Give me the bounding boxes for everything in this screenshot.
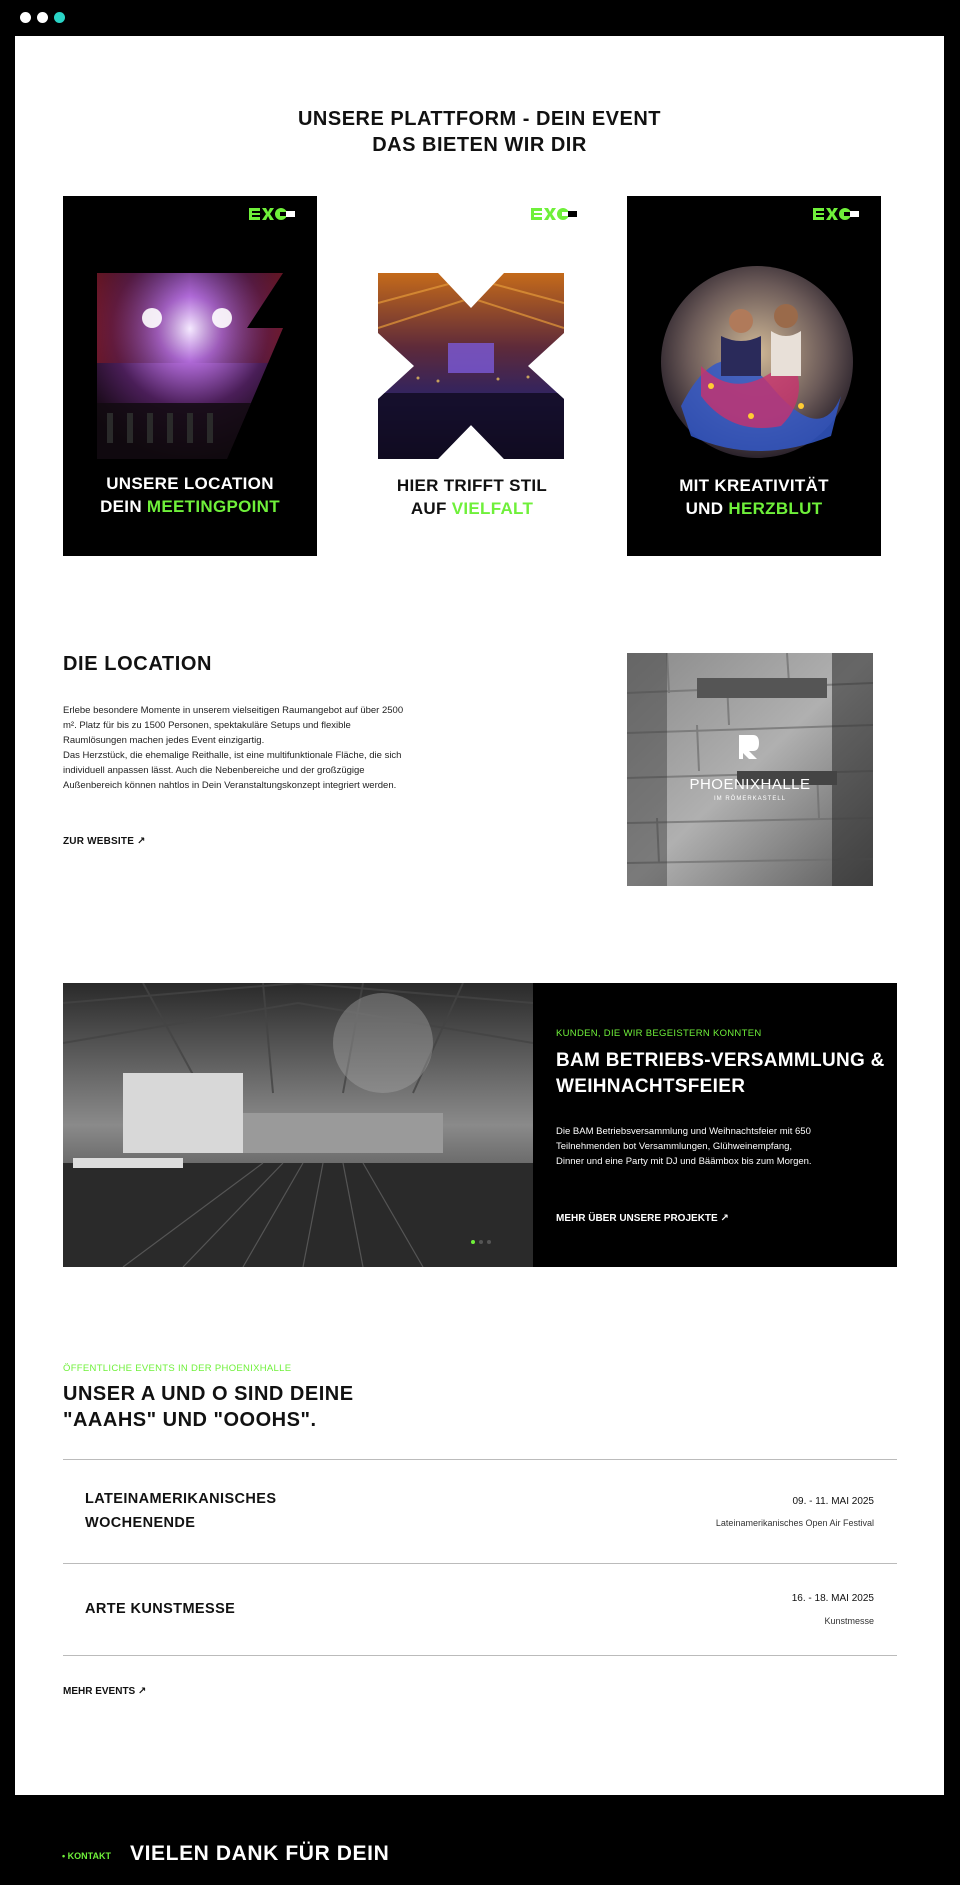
feature-card-style[interactable] bbox=[345, 196, 599, 556]
sign-name: PHOENIXHALLE bbox=[689, 776, 811, 793]
event-name: LATEINAMERIKANISCHES WOCHENENDE bbox=[85, 1491, 277, 1531]
feature-card-location-title: UNSERE LOCATION DEIN MEETINGPOINT bbox=[100, 474, 280, 516]
case-study-banner bbox=[63, 983, 897, 1267]
event-hall-photo bbox=[63, 983, 533, 1267]
carousel-dot-2[interactable] bbox=[479, 1240, 483, 1244]
exc-logo-icon bbox=[813, 206, 859, 222]
location-description bbox=[63, 703, 408, 793]
event-date: 09. - 11. MAI 2025 bbox=[792, 1496, 874, 1507]
feature-card-style-title: HIER TRIFFT STIL AUF VIELFALT bbox=[396, 476, 548, 518]
event-name: ARTE KUNSTMESSE bbox=[85, 1601, 236, 1617]
events-title: UNSER A UND O SIND DEINE "AAAHS" UND "OOOHS". bbox=[63, 1383, 354, 1431]
page-content bbox=[15, 36, 944, 1795]
intro-heading-line2: DAS BIETEN WIR DIR bbox=[372, 134, 587, 156]
phoenixhalle-sign-photo bbox=[627, 653, 873, 886]
carousel-dot-1[interactable] bbox=[471, 1240, 475, 1244]
event-date: 16. - 18. MAI 2025 bbox=[791, 1593, 874, 1604]
projects-link[interactable]: MEHR ÜBER UNSERE PROJEKTE ↗ bbox=[556, 1213, 729, 1224]
concert-hall-photo bbox=[378, 273, 564, 459]
case-description: Die BAM Betriebsversammlung und Weihnachtsfeier mit 650 Teilnehmenden bot Versammlungen, Glühweinempfang, Dinner und eine Party mit DJ und Bäämbox bis zum Morgen. bbox=[556, 1126, 812, 1167]
event-category: Kunstmesse bbox=[824, 1616, 874, 1626]
dancers-photo bbox=[661, 266, 853, 458]
window-controls bbox=[20, 12, 65, 23]
events-divider bbox=[63, 1563, 897, 1564]
exc-logo-icon bbox=[531, 206, 577, 222]
location-description-p2: Das Herzstück, die ehemalige Reithalle, ist eine multifunktionale Fläche, die sich individuell anpassen lässt. Auch die Nebenbereiche und der großzügige Außenbereich können nahtlos in Dein Veranstaltungskonzept integriert werden. bbox=[63, 750, 402, 791]
more-events-link[interactable]: MEHR EVENTS ↗ bbox=[63, 1686, 147, 1697]
intro-heading-line1: UNSERE PLATTFORM - DEIN EVENT bbox=[297, 108, 662, 130]
events-divider bbox=[63, 1459, 897, 1460]
case-title: BAM BETRIEBS-VERSAMMLUNG & WEIHNACHTSFEIER bbox=[556, 1050, 885, 1097]
feature-card-location[interactable] bbox=[63, 196, 317, 556]
event-category: Lateinamerikanisches Open Air Festival bbox=[715, 1518, 874, 1528]
window-dot-close[interactable] bbox=[20, 12, 31, 23]
carousel-indicators bbox=[471, 1240, 491, 1244]
website-link[interactable]: ZUR WEBSITE ↗ bbox=[63, 836, 146, 847]
sign-sub: IM RÖMERKASTELL bbox=[713, 796, 786, 802]
carousel-dot-3[interactable] bbox=[487, 1240, 491, 1244]
feature-card-creativity[interactable] bbox=[627, 196, 881, 556]
case-kicker: KUNDEN, DIE WIR BEGEISTERN KONNTEN bbox=[556, 1028, 762, 1039]
intro-heading bbox=[15, 106, 944, 158]
window-dot-minimize[interactable] bbox=[37, 12, 48, 23]
footer-title: VIELEN DANK FÜR DEIN bbox=[130, 1842, 390, 1865]
events-divider bbox=[63, 1655, 897, 1656]
location-description-p1: Erlebe besondere Momente in unserem vielseitigen Raumangebot auf über 2500 m². Platz für bis zu 1500 Personen, spektakuläre Setups und flexible Raumlösungen machen jedes Event einzigartig. bbox=[63, 705, 404, 746]
window-dot-maximize[interactable] bbox=[54, 12, 65, 23]
stage-photo bbox=[97, 273, 283, 459]
events-kicker: ÖFFENTLICHE EVENTS IN DER PHOENIXHALLE bbox=[63, 1363, 292, 1374]
feature-cards bbox=[63, 196, 896, 556]
exc-logo-icon bbox=[249, 206, 295, 222]
location-title: DIE LOCATION bbox=[63, 653, 213, 675]
feature-card-creativity-title: MIT KREATIVITÄT UND HERZBLUT bbox=[679, 476, 829, 518]
contact-link[interactable]: • KONTAKT bbox=[62, 1851, 111, 1861]
